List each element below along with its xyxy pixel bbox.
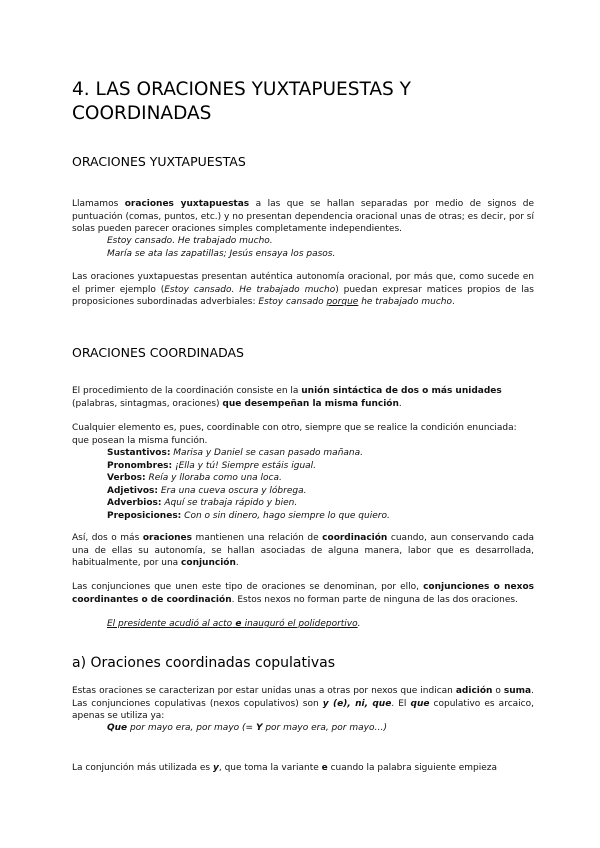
example-coordination (107, 618, 361, 631)
text: . Las conjunciones copulativas (nexos copulativos) son (72, 686, 534, 709)
example-line-1: Estoy cansado. He trabajado mucho. (107, 236, 273, 246)
text: . (235, 558, 239, 569)
paragraph-coord-relation (72, 532, 534, 570)
text: Las conjunciones que unen este tipo de oraciones se denominan, por ello, (72, 582, 424, 592)
list-example: Marisa y Daniel se casan pasado mañana. (173, 448, 363, 458)
list-item (107, 460, 316, 473)
bold-italic-term: que (410, 698, 430, 709)
text: El procedimiento de la coordinación consiste en la (72, 386, 302, 396)
list-example: ¡Ella y tú! Siempre estáis igual. (175, 461, 317, 471)
text: . (452, 297, 455, 308)
bold-term: suma (503, 686, 532, 696)
list-item (107, 472, 282, 485)
bold-term: e (321, 763, 328, 773)
list-example: Con o sin dinero, hago siempre lo que quiero. (184, 511, 390, 521)
bold-term: conjunciones o nexos coordinantes o de coordinación (72, 582, 534, 605)
list-item (107, 497, 297, 510)
text: por mayo era, por mayo…) (262, 723, 387, 733)
text: mantienen una relación de (192, 533, 323, 543)
text: La conjunción más utilizada es (72, 763, 213, 773)
bold-term: unión sintáctica de dos o más unidades (301, 386, 502, 396)
text: Las oraciones yuxtapuestas presentan auténtica autonomía oracional, por más que, como sucede en el primer ejemplo ( (72, 272, 534, 295)
text: por mayo era, por mayo (= (127, 723, 256, 733)
text: a las que se hallan separadas por medio de signos de puntuación (comas, puntos, etc.) y no presentan dependencia oracional unas de otras; es decir, por sí solas pueden parecer oraciones simples completamente independientes. (72, 199, 534, 235)
text: . (357, 619, 361, 629)
underlined-word: porque (326, 297, 359, 308)
bold-term: conjunción (181, 558, 236, 569)
list-example: Aquí se trabaja rápido y bien. (164, 498, 298, 508)
bold-term: coordinación (322, 533, 388, 543)
list-label: Sustantivos: (107, 448, 171, 458)
text: Llamamos (72, 199, 125, 209)
bold-term: que desempeñan la misma función (222, 398, 399, 409)
text: Estas oraciones se caracterizan por estar unidas unas a otras por nexos que indican (72, 686, 456, 696)
paragraph-coord-conjunctions (72, 581, 534, 606)
italic-example: Estoy cansado (258, 297, 327, 308)
list-label: Adverbios: (107, 498, 162, 508)
example-line-2: María se ata las zapatillas; Jesús ensaya los pasos. (107, 249, 336, 259)
text: . Estos nexos no forman parte de ninguna de las dos oraciones. (231, 594, 518, 605)
bold-term: oraciones yuxtapuestas (124, 199, 250, 209)
text: . (398, 398, 402, 409)
text: , que toma la variante (218, 763, 322, 773)
bold-term: oraciones (142, 533, 192, 543)
underlined-clause: El presidente acudió al acto (107, 619, 233, 629)
example-copulativa (107, 722, 387, 735)
list-label: Verbos: (107, 473, 146, 483)
text: . El (391, 698, 411, 709)
list-label: Preposiciones: (107, 511, 182, 521)
paragraph-copulativas-y (72, 762, 534, 775)
text: Así, dos o más (72, 533, 143, 543)
text: copulativo es arcaico, apenas se utiliza ya: (72, 698, 534, 722)
list-example: Reía y lloraba como una loca. (148, 473, 282, 483)
section-heading-coordinadas: ORACIONES COORDINADAS (72, 345, 244, 360)
section-heading-yuxtapuestas: ORACIONES YUXTAPUESTAS (72, 154, 246, 169)
bold-conjunction: e (232, 619, 245, 629)
bold-conjunction: Que (107, 723, 128, 733)
list-label: Adjetivos: (107, 486, 158, 496)
bold-term: adición (455, 686, 493, 696)
page-title: 4. LAS ORACIONES YUXTAPUESTAS Y COORDINADAS (72, 79, 411, 124)
text: o (492, 686, 504, 696)
italic-example: Estoy cansado. He trabajado mucho (164, 284, 336, 295)
text: (palabras, sintagmas, oraciones) (72, 398, 223, 409)
italic-example: he trabajado mucho (358, 297, 452, 308)
text: ) puedan expresar matices propios de las proposiciones subordinadas adverbiales: (72, 284, 534, 308)
paragraph-coord-definition (72, 385, 534, 410)
paragraph-coord-condition: Cualquier elemento es, pues, coordinable con otro, siempre que se realice la condición enunciada: que posean la misma función. (72, 423, 517, 446)
list-example: Era una cueva oscura y lóbrega. (160, 486, 307, 496)
paragraph-copulativas-definition (72, 685, 534, 723)
bold-italic-term: y (e), ni, que (322, 698, 392, 709)
list-item (107, 485, 306, 498)
bold-italic-term: y (212, 763, 219, 773)
bold-conjunction: Y (255, 723, 263, 733)
subsection-heading-copulativas: a) Oraciones coordinadas copulativas (72, 655, 336, 671)
text: cuando, aun conservando cada una de ellas su autonomía, se hallan asociadas de alguna manera, labor que es desarrollada, habitualmente, por una (72, 533, 534, 569)
text: cuando la palabra siguiente empieza (327, 763, 498, 773)
list-item (107, 447, 363, 460)
list-label: Pronombres: (107, 461, 173, 471)
underlined-clause: inauguró el polideportivo (244, 619, 358, 629)
paragraph-yux-definition (72, 198, 534, 236)
paragraph-yux-autonomy (72, 271, 534, 309)
list-item (107, 510, 390, 523)
